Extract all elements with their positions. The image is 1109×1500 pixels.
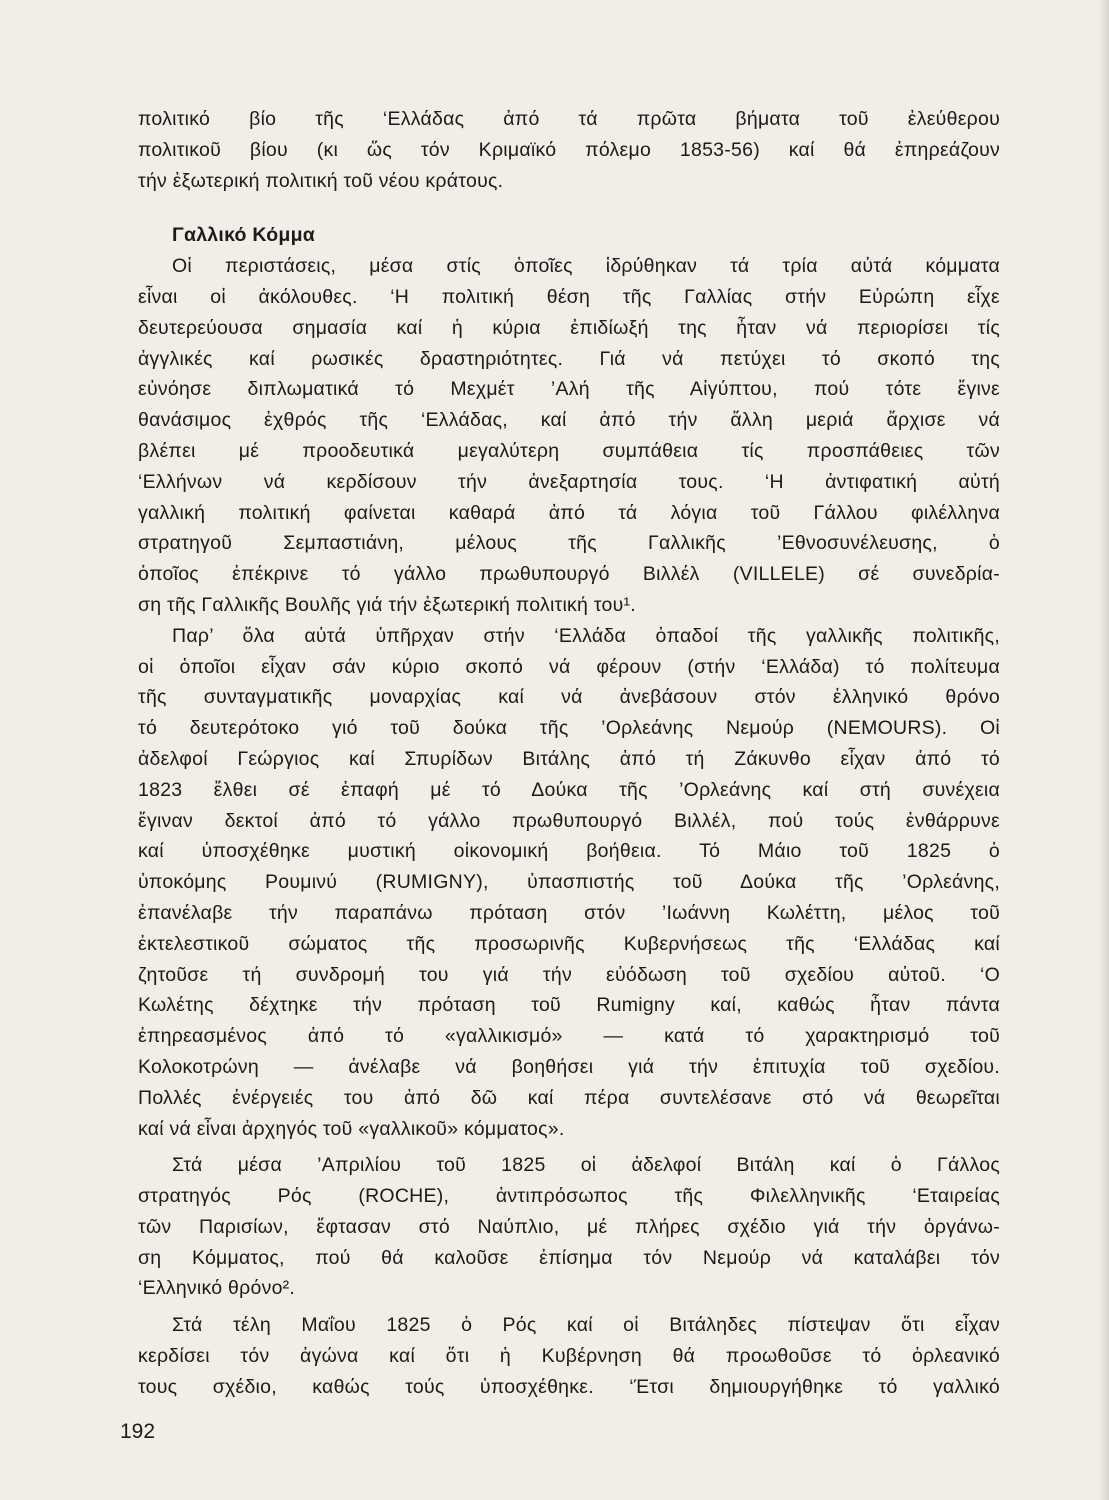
paragraph-2 xyxy=(138,251,1000,621)
text-line: Στά τέλη Μαΐου 1825 ὁ Ρός καί οἱ Βιτάληδες πίστεψαν ὅτι εἶχαν xyxy=(172,1314,1000,1337)
paragraph-3 xyxy=(138,621,1000,1145)
text-line: τό δευτερότοκο γιό τοῦ δούκα τῆς ’Ορλεάνης Νεμούρ (NEMOURS). Οἱ xyxy=(138,717,1000,740)
text-line: δευτερεύουσα σημασία καί ἡ κύρια ἐπιδίωξή της ἦταν νά περιορίσει τίς xyxy=(138,316,1000,339)
text-line: ἀδελφοί Γεώργιος καί Σπυρίδων Βιτάλης ἀπό τή Ζάκυνθο εἶχαν ἀπό τό xyxy=(138,747,1000,770)
text-line: ὁποῖος ἐπέκρινε τό γάλλο πρωθυπουργό Βιλλέλ (VILLELE) σέ συνεδρία- xyxy=(138,563,1000,586)
text-line: πολιτικό βίο τῆς ‘Ελλάδας ἀπό τά πρῶτα βήματα τοῦ ἐλεύθερου xyxy=(138,108,1000,130)
text-line: τήν ἐξωτερική πολιτική τοῦ νέου κράτους. xyxy=(138,169,504,192)
text-line: θανάσιμος ἐχθρός τῆς ‘Ελλάδας, καί ἀπό τήν ἄλλη μεριά ἄρχισε νά xyxy=(138,409,1000,432)
text-line: Στά μέσα ’Απριλίου τοῦ 1825 οἱ ἀδελφοί Βιτάλη καί ὁ Γάλλος xyxy=(172,1154,1000,1177)
page-edge-shadow xyxy=(1099,0,1109,1500)
text-line: ὑποκόμης Ρουμινύ (RUMIGNY), ὑπασπιστής τοῦ Δούκα τῆς ’Ορλεάνης, xyxy=(138,871,1000,894)
text-line: τῶν Παρισίων, ἔφτασαν στό Ναύπλιο, μέ πλήρες σχέδιο γιά τήν ὀργάνω- xyxy=(138,1215,1000,1238)
text-line: Πολλές ἐνέργειές του ἀπό δῶ καί πέρα συντελέσανε στό νά θεωρεῖται xyxy=(138,1086,1000,1109)
text-line: ἀγγλικές καί ρωσικές δραστηριότητες. Γιά νά πετύχει τό σκοπό της xyxy=(138,347,1000,370)
text-line: πολιτικοῦ βίου (κι ὥς τόν Κριμαϊκό πόλεμο 1853-56) καί θά ἐπηρεάζουν xyxy=(138,138,1000,161)
text-line: καί ὑποσχέθηκε μυστική οἰκονομική βοήθεια. Τό Μάιο τοῦ 1825 ὁ xyxy=(138,840,1000,863)
text-line: Κωλέτης δέχτηκε τήν πρόταση τοῦ Rumigny καί, καθώς ἦταν πάντα xyxy=(138,994,1000,1017)
text-line: ‘Ελλήνων νά κερδίσουν τήν ἀνεξαρτησία τους. ‘Η ἀντιφατική αὐτή xyxy=(138,470,1000,493)
text-line: Οἱ περιστάσεις, μέσα στίς ὁποῖες ἱδρύθηκαν τά τρία αὐτά κόμματα xyxy=(172,255,1000,278)
text-line: ἐπηρεασμένος ἀπό τό «γαλλικισμό» — κατά τό χαρακτηρισμό τοῦ xyxy=(138,1025,1000,1048)
text-line: τῆς συνταγματικῆς μοναρχίας καί νά ἀνεβάσουν στόν ἑλληνικό θρόνο xyxy=(138,686,1000,709)
text-line: Κολοκοτρώνη — ἀνέλαβε νά βοηθήσει γιά τήν ἐπιτυχία τοῦ σχεδίου. xyxy=(138,1055,1000,1078)
text-line: Παρ’ ὅλα αὐτά ὑπῆρχαν στήν ‘Ελλάδα ὀπαδοί τῆς γαλλικῆς πολιτικῆς, xyxy=(172,624,1000,647)
text-line: καί νά εἶναι ἀρχηγός τοῦ «γαλλικοῦ» κόμματος». xyxy=(138,1117,565,1140)
text-line: ‘Ελληνικό θρόνο². xyxy=(138,1277,296,1300)
text-line: βλέπει μέ προοδευτικά μεγαλύτερη συμπάθεια τίς προσπάθειες τῶν xyxy=(138,439,1000,462)
text-line: οἱ ὁποῖοι εἶχαν σάν κύριο σκοπό νά φέρουν (στήν ‘Ελλάδα) τό πολίτευμα xyxy=(138,655,1000,678)
text-line: εὐνόησε διπλωματικά τό Μεχμέτ ’Αλή τῆς Αἰγύπτου, πού τότε ἔγινε xyxy=(138,378,1000,401)
text-line: κερδίσει τόν ἀγώνα καί ὅτι ἡ Κυβέρνηση θά προωθοῦσε τό ὀρλεανικό xyxy=(138,1345,1000,1368)
body-text xyxy=(138,104,1000,1403)
paragraph-1 xyxy=(138,104,1000,196)
text-line: τους σχέδιο, καθώς τούς ὑποσχέθηκε. ‘Έτσι δημιουργήθηκε τό γαλλικό xyxy=(138,1375,1000,1398)
text-line: 1823 ἔλθει σέ ἐπαφή μέ τό Δούκα τῆς ’Ορλεάνης καί στή συνέχεια xyxy=(138,778,1000,801)
section-heading: Γαλλικό Κόμμα xyxy=(172,224,316,247)
text-line: ση τῆς Γαλλικῆς Βουλῆς γιά τήν ἐξωτερική πολιτική του¹. xyxy=(138,593,636,616)
text-line: ἔγιναν δεκτοί ἀπό τό γάλλο πρωθυπουργό Βιλλέλ, πού τούς ἐνθάρρυνε xyxy=(138,809,1000,832)
text-line: εἶναι οἱ ἀκόλουθες. ‘Η πολιτική θέση τῆς Γαλλίας στήν Εὐρώπη εἶχε xyxy=(138,285,1000,308)
text-line: στρατηγός Ρός (ROCHE), ἀντιπρόσωπος τῆς Φιλελληνικῆς ‘Εταιρείας xyxy=(138,1185,1000,1208)
page-number: 192 xyxy=(120,1420,156,1443)
paragraph-5 xyxy=(138,1310,1000,1402)
text-line: ἐκτελεστικοῦ σώματος τῆς προσωρινῆς Κυβερνήσεως τῆς ‘Ελλάδας καί xyxy=(138,932,1000,955)
text-line: ἐπανέλαβε τήν παραπάνω πρόταση στόν ’Ιωάννη Κωλέττη, μέλος τοῦ xyxy=(138,901,1000,924)
text-line: στρατηγοῦ Σεμπαστιάνη, μέλους τῆς Γαλλικῆς ’Εθνοσυνέλευσης, ὁ xyxy=(138,532,1000,555)
paragraph-4 xyxy=(138,1150,1000,1304)
text-line: γαλλική πολιτική φαίνεται καθαρά ἀπό τά λόγια τοῦ Γάλλου φιλέλληνα xyxy=(138,501,1000,524)
text-line: ση Κόμματος, πού θά καλοῦσε ἐπίσημα τόν Νεμούρ νά καταλάβει τόν xyxy=(138,1246,1000,1269)
text-line: ζητοῦσε τή συνδρομή του γιά τήν εὐόδωση τοῦ σχεδίου αὐτοῦ. ‘Ο xyxy=(138,963,1000,986)
